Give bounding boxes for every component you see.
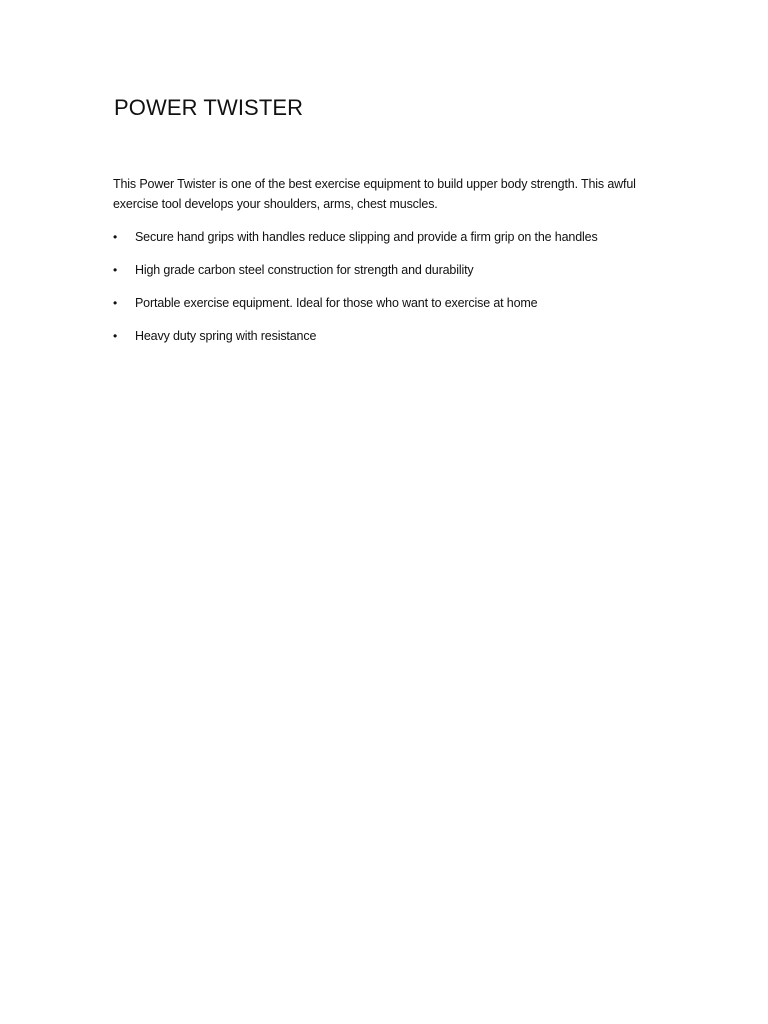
list-item: [113, 327, 693, 360]
bullet-icon: •: [113, 329, 118, 343]
feature-list: [113, 228, 693, 360]
list-item: [113, 261, 693, 294]
intro-paragraph: This Power Twister is one of the best exercise equipment to build upper body strength. This awful exercise tool develops your shoulders, arms, chest muscles.: [113, 177, 636, 211]
list-item: [113, 294, 693, 327]
list-item-text: Heavy duty spring with resistance: [135, 329, 317, 343]
list-item: [113, 228, 693, 261]
bullet-icon: •: [113, 296, 118, 310]
document-title: POWER TWISTER: [114, 95, 304, 120]
bullet-icon: •: [113, 263, 118, 277]
list-item-text: Secure hand grips with handles reduce slipping and provide a firm grip on the handles: [135, 230, 598, 244]
list-item-text: Portable exercise equipment. Ideal for those who want to exercise at home: [135, 296, 538, 310]
bullet-icon: •: [113, 230, 118, 244]
list-item-text: High grade carbon steel construction for strength and durability: [135, 263, 474, 277]
